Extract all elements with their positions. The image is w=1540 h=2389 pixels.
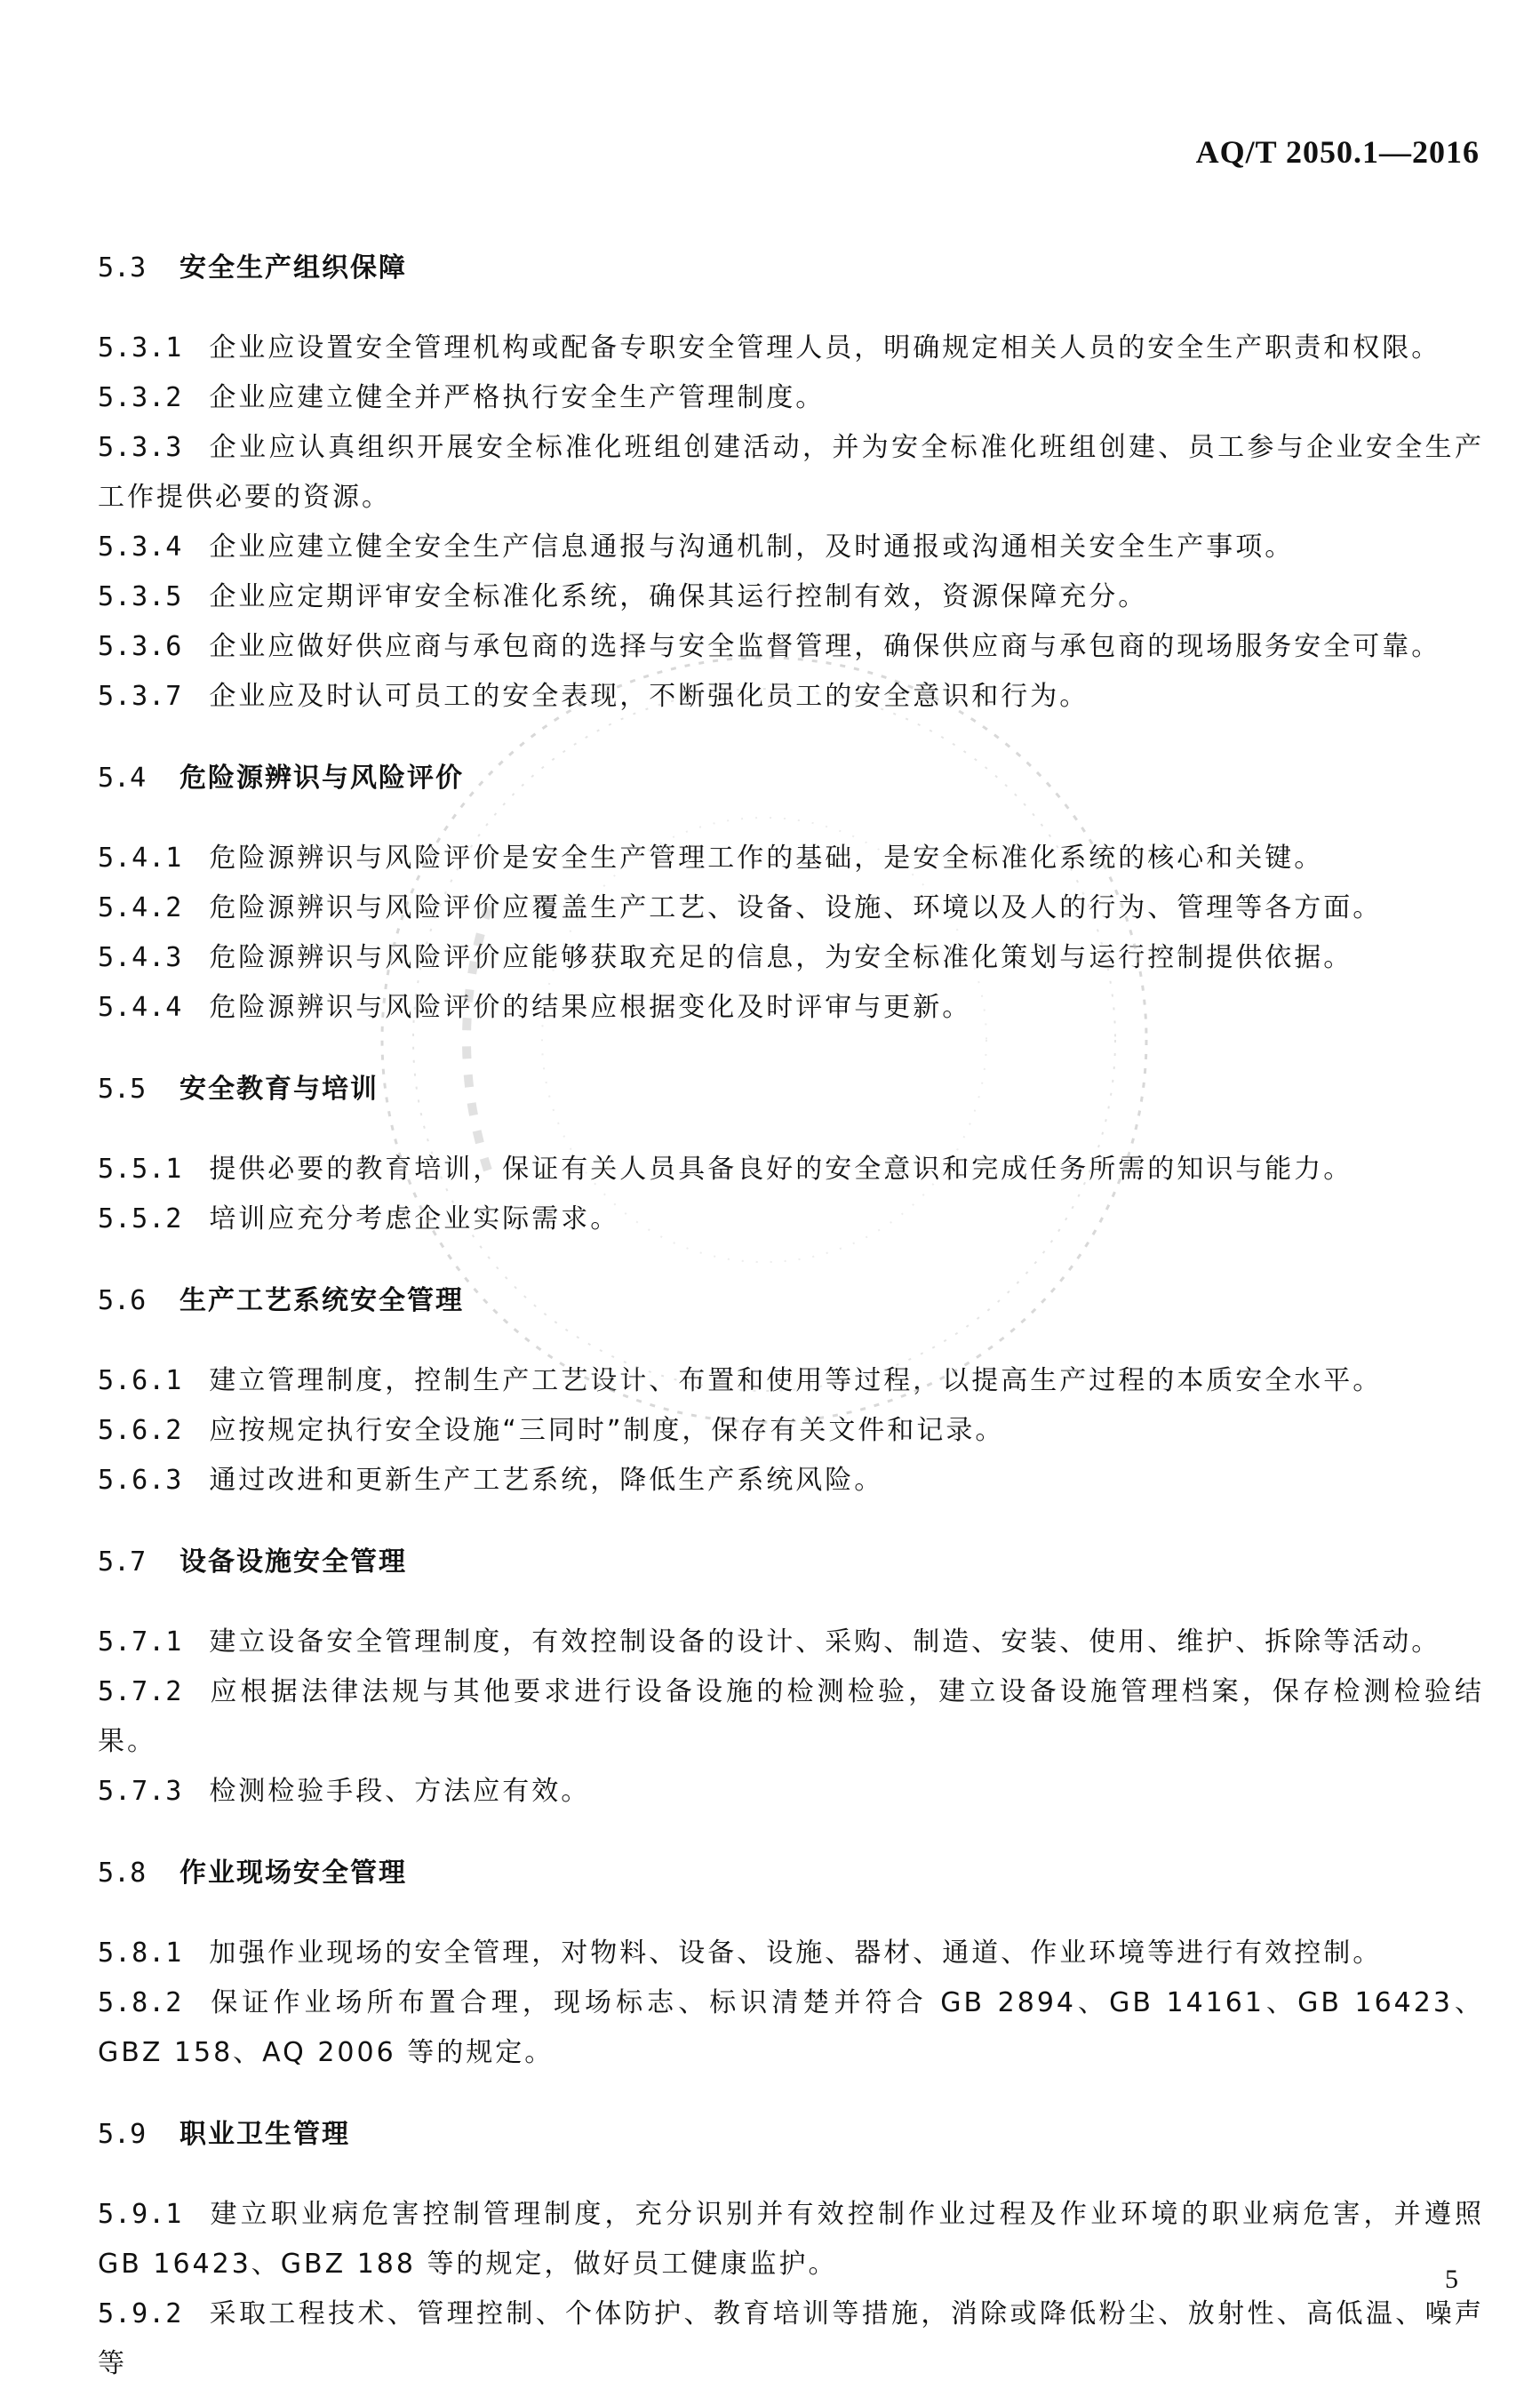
section-5-6: [98, 1280, 1484, 1506]
clause-text: 应根据法律法规与其他要求进行设备设施的检测检验，建立设备设施管理档案，保存检测检验结果。: [98, 1676, 1484, 1757]
clause-text: 应按规定执行安全设施“三同时”制度，保存有关文件和记录。: [209, 1415, 1005, 1446]
clause-number: 5.3.3: [98, 432, 183, 463]
clause: [98, 1767, 1484, 1817]
clause-text: 企业应及时认可员工的安全表现，不断强化员工的安全意识和行为。: [209, 681, 1089, 712]
clause-text: 建立管理制度，控制生产工艺设计、布置和使用等过程，以提高生产过程的本质安全水平。: [209, 1365, 1383, 1396]
clause-text: 建立职业病危害控制管理制度，充分识别并有效控制作业过程及作业环境的职业病危害，并遵照 GB 16423、GBZ 188 等的规定，做好员工健康监护。: [98, 2199, 1484, 2280]
clause: [98, 1406, 1484, 1456]
clause-text: 提供必要的教育培训，保证有关人员具备良好的安全意识和完成任务所需的知识与能力。: [209, 1154, 1353, 1185]
clause: [98, 933, 1484, 983]
section-title: 作业现场安全管理: [180, 1858, 407, 1889]
section-5-3: [98, 247, 1484, 722]
section-number: 5.5: [98, 1074, 147, 1105]
clause-number: 5.6.3: [98, 1465, 183, 1496]
section-5-9: [98, 2113, 1484, 2389]
clause: [98, 1356, 1484, 1406]
clause-number: 5.8.2: [98, 1987, 183, 2018]
clause-text: 危险源辨识与风险评价应覆盖生产工艺、设备、设施、环境以及人的行为、管理等各方面。: [209, 892, 1383, 923]
clause-text: 危险源辨识与风险评价的结果应根据变化及时评审与更新。: [209, 992, 972, 1023]
section-spacer: [98, 1033, 1484, 1068]
clause: [98, 423, 1484, 523]
clause-number: 5.6.1: [98, 1365, 183, 1396]
clause: [98, 1929, 1484, 1978]
section-5-7: [98, 1541, 1484, 1817]
clause-text: 检测检验手段、方法应有效。: [209, 1776, 591, 1807]
clause-text: 培训应充分考虑企业实际需求。: [209, 1203, 620, 1234]
section-spacer: [98, 722, 1484, 757]
section-number: 5.4: [98, 763, 147, 794]
clause: [98, 1978, 1484, 2078]
document-body: [98, 247, 1484, 2389]
clause: [98, 373, 1484, 423]
section-heading: [98, 1280, 1484, 1322]
section-title: 生产工艺系统安全管理: [180, 1285, 464, 1316]
clause-text: 建立设备安全管理制度，有效控制设备的设计、采购、制造、安装、使用、维护、拆除等活动。: [209, 1626, 1441, 1658]
clause-number: 5.9.2: [98, 2298, 183, 2329]
clause-text: 企业应设置安全管理机构或配备专职安全管理人员，明确规定相关人员的安全生产职责和权限。: [209, 332, 1441, 364]
section-title: 职业卫生管理: [180, 2119, 350, 2150]
section-5-5: [98, 1068, 1484, 1244]
clause: [98, 622, 1484, 672]
section-title: 安全教育与培训: [180, 1074, 379, 1105]
clause-number: 5.7.2: [98, 1676, 183, 1707]
section-number: 5.6: [98, 1285, 147, 1316]
section-spacer: [98, 2078, 1484, 2113]
clause-text: 企业应建立健全并严格执行安全生产管理制度。: [209, 382, 826, 413]
clause: [98, 1456, 1484, 1506]
clause: [98, 324, 1484, 373]
clause: [98, 2190, 1484, 2289]
section-number: 5.3: [98, 252, 147, 284]
section-heading: [98, 1852, 1484, 1895]
clause-number: 5.5.2: [98, 1203, 183, 1234]
clause-text: 保证作业场所布置合理，现场标志、标识清楚并符合 GB 2894、GB 14161、GB 16423、GBZ 158、AQ 2006 等的规定。: [98, 1987, 1484, 2068]
clause-text: 通过改进和更新生产工艺系统，降低生产系统风险。: [209, 1465, 884, 1496]
clause-number: 5.4.1: [98, 843, 183, 874]
section-5-8: [98, 1852, 1484, 2078]
clause: [98, 883, 1484, 933]
clause-number: 5.3.4: [98, 531, 183, 563]
clause-number: 5.6.2: [98, 1415, 183, 1446]
clause: [98, 1194, 1484, 1244]
clause-number: 5.3.7: [98, 681, 183, 712]
clause-text: 企业应认真组织开展安全标准化班组创建活动，并为安全标准化班组创建、员工参与企业安全生产工作提供必要的资源。: [98, 432, 1484, 513]
clause-number: 5.8.1: [98, 1938, 183, 1969]
section-title: 危险源辨识与风险评价: [180, 763, 464, 794]
clause-text: 危险源辨识与风险评价是安全生产管理工作的基础，是安全标准化系统的核心和关键。: [209, 843, 1324, 874]
clause-number: 5.9.1: [98, 2199, 183, 2230]
clause-text: 企业应定期评审安全标准化系统，确保其运行控制有效，资源保障充分。: [209, 581, 1148, 612]
clause: [98, 1667, 1484, 1767]
clause-text: 企业应做好供应商与承包商的选择与安全监督管理，确保供应商与承包商的现场服务安全可靠。: [209, 631, 1441, 662]
section-heading: [98, 1068, 1484, 1111]
clause: [98, 672, 1484, 722]
clause-number: 5.4.3: [98, 942, 183, 973]
section-title: 安全生产组织保障: [180, 252, 407, 284]
clause: [98, 2289, 1484, 2389]
section-5-4: [98, 757, 1484, 1033]
clause-number: 5.4.4: [98, 992, 183, 1023]
clause-number: 5.3.6: [98, 631, 183, 662]
section-heading: [98, 2113, 1484, 2156]
clause: [98, 572, 1484, 622]
clause: [98, 1618, 1484, 1667]
clause-number: 5.3.5: [98, 581, 183, 612]
clause-number: 5.4.2: [98, 892, 183, 923]
section-spacer: [98, 1506, 1484, 1541]
clause: [98, 523, 1484, 572]
page-number: 5: [1445, 2265, 1458, 2294]
clause-number: 5.5.1: [98, 1154, 183, 1185]
clause: [98, 834, 1484, 883]
clause-number: 5.3.1: [98, 332, 183, 364]
clause-number: 5.3.2: [98, 382, 183, 413]
section-number: 5.9: [98, 2119, 147, 2150]
section-title: 设备设施安全管理: [180, 1546, 407, 1578]
section-heading: [98, 1541, 1484, 1584]
section-number: 5.7: [98, 1546, 147, 1578]
section-heading: [98, 247, 1484, 290]
document-code: AQ/T 2050.1—2016: [1195, 134, 1480, 170]
clause-number: 5.7.3: [98, 1776, 183, 1807]
clause-text: 加强作业现场的安全管理，对物料、设备、设施、器材、通道、作业环境等进行有效控制。: [209, 1938, 1383, 1969]
section-heading: [98, 757, 1484, 800]
clause-text: 企业应建立健全安全生产信息通报与沟通机制，及时通报或沟通相关安全生产事项。: [209, 531, 1295, 563]
clause-number: 5.7.1: [98, 1626, 183, 1658]
clause: [98, 983, 1484, 1033]
section-number: 5.8: [98, 1858, 147, 1889]
clause: [98, 1145, 1484, 1194]
section-spacer: [98, 1817, 1484, 1852]
clause-text: 采取工程技术、管理控制、个体防护、教育培训等措施，消除或降低粉尘、放射性、高低温、噪声等: [98, 2298, 1484, 2379]
clause-text: 危险源辨识与风险评价应能够获取充足的信息，为安全标准化策划与运行控制提供依据。: [209, 942, 1353, 973]
section-spacer: [98, 1244, 1484, 1280]
